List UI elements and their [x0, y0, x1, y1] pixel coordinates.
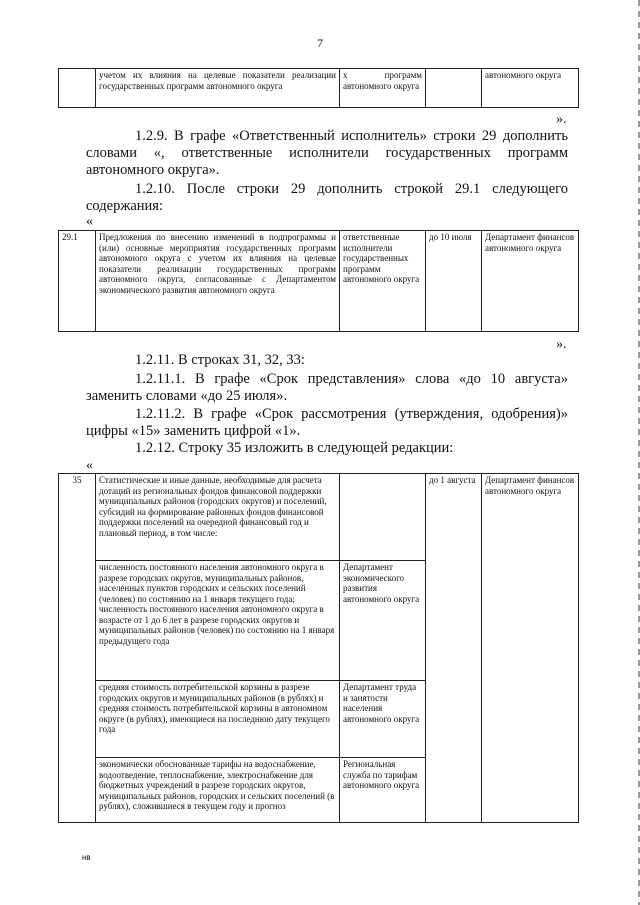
- closing-quote: ».: [556, 112, 567, 127]
- row-35-sub-3-desc: экономически обоснованные тарифы на водоснабжение, водоотведение, теплоснабжение, электроснабжение для бюджетных учреждений в разрезе городских округов, муниципальных районов, городских и сельских поселений (в рублях), сложившиеся в текущем году и прогноз: [96, 757, 339, 822]
- paragraph-1-2-11: 1.2.11. В строках 31, 32, 33:: [135, 352, 305, 368]
- closing-quote: ».: [556, 337, 567, 352]
- table-cell-department: Департамент финансов автономного округа: [482, 231, 579, 332]
- paragraph-1-2-10: 1.2.10. После строки 29 дополнить строкой 29.1 следующего содержания:: [86, 181, 568, 214]
- row-35-sub-2-executor: Департамент труда и занятости населения автономного округа: [340, 680, 425, 757]
- table-row: [59, 69, 579, 108]
- row-35-intro: Статистические и иные данные, необходимые для расчета дотаций из региональных фондов финансовой поддержки муниципальных районов (городских округов) и поселений, субсидий на формирование районных фондов финансовой поддержки поселений на очередной финансовый год и плановый период, в том числе:: [99, 475, 327, 538]
- row-35-sub-2-desc: средняя стоимость потребительской корзины в разрезе городских округов и муниципальных районов (в рублях) и средняя стоимость потребительской корзины в автономном округе (в рублях), имеющиеся на последнюю дату текущего года: [96, 680, 339, 757]
- table-cell-description: учетом их влияния на целевые показатели реализации государственных программ автономного округа: [96, 69, 340, 108]
- table-cell-description-stack: [96, 474, 340, 823]
- opening-quote: «: [86, 458, 93, 473]
- table-cell-executor-stack: [340, 474, 426, 823]
- table-row-35: [58, 473, 579, 823]
- table-cell-executor: х программ автономного округа: [340, 69, 426, 108]
- table-cell-term: до 1 августа: [426, 474, 482, 823]
- table-row-29-1: [58, 230, 579, 332]
- table-row: [59, 231, 579, 332]
- row-35-sub-3-executor: Региональная служба по тарифам автономного округа: [340, 757, 425, 822]
- table-cell-description: Предложения по внесению изменений в подпрограммы и (или) основные мероприятия государственных программ автономного округа с учетом их влияния на целевые показатели реализации государственных программ автономного округа, согласованные с Департаментом экономического развития автономного округа: [96, 231, 340, 332]
- paragraph-1-2-12: 1.2.12. Строку 35 изложить в следующей редакции:: [135, 440, 454, 456]
- table-continuation: [58, 68, 579, 108]
- sub-1-population-children: численность постоянного населения автономного округа в возрасте от 1 до 6 лет в разрезе городских округов и муниципальных районов (человек) по состоянию на 1 января предыдущего года: [99, 604, 335, 646]
- table-cell-number: 35: [59, 474, 96, 823]
- row-35-sub-1-executor: Департамент экономического развития автономного округа: [340, 560, 425, 680]
- corner-mark: нв: [82, 853, 91, 862]
- table-cell-department: автономного округа: [482, 69, 579, 108]
- paragraph-1-2-11-1: 1.2.11.1. В графе «Срок представления» слова «до 10 августа» заменить словами «до 25 июля».: [86, 371, 568, 404]
- opening-quote: «: [86, 214, 93, 229]
- paragraph-1-2-9: 1.2.9. В графе «Ответственный исполнитель» строки 29 дополнить словами «, ответственные исполнители государственных программ автономного округа».: [86, 128, 568, 178]
- table-cell-executor: ответственные исполнители государственных программ автономного округа: [340, 231, 426, 332]
- table-row: [59, 474, 579, 823]
- row-35-executor-blank: [340, 474, 425, 560]
- page-number: 7: [317, 36, 323, 50]
- table-cell-number: 29.1: [59, 231, 96, 332]
- table-cell-term: до 10 июля: [426, 231, 482, 332]
- table-cell-number: [59, 69, 96, 108]
- paragraph-1-2-11-2: 1.2.11.2. В графе «Срок рассмотрения (утверждения, одобрения)» цифры «15» заменить цифрой «1».: [86, 406, 568, 439]
- table-cell-department: Департамент финансов автономного округа: [482, 474, 579, 823]
- table-cell-term: [426, 69, 482, 108]
- row-35-sub-1-desc: [96, 560, 339, 680]
- sub-1-population: численность постоянного населения автономного округа в разрезе городских округов, муниципальных районов, населенных пунктов городских и сельских поселений (человек) по состоянию на 1 января текущего года;: [99, 562, 324, 604]
